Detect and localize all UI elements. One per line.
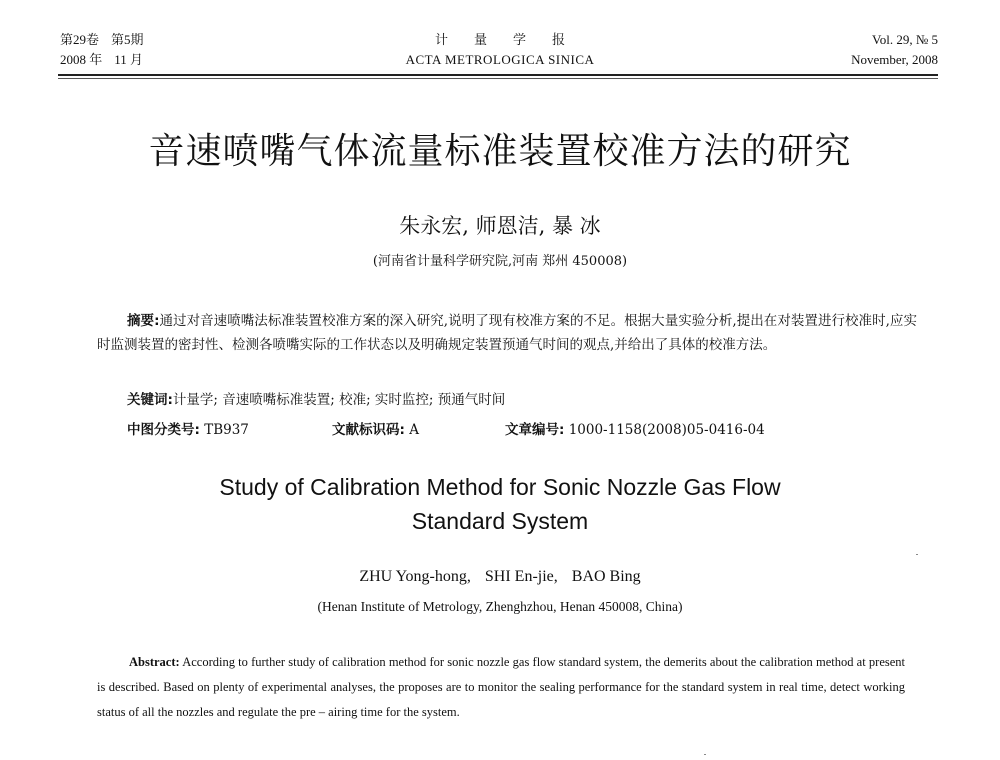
keywords-cn-text: 计量学; 音速喷嘴标准装置; 校准; 实时监控; 预通气时间 xyxy=(172,392,506,408)
date-en: November, 2008 xyxy=(851,52,938,67)
paper-title-cn: 音速喷嘴气体流量标准装置校准方法的研究 xyxy=(148,131,852,172)
volume-number-en: Vol. 29, № 5 xyxy=(872,32,938,47)
paper-title-en xyxy=(0,470,1000,538)
clc-value: TB937 xyxy=(204,422,249,438)
authors-en xyxy=(0,566,1000,588)
article-number-label: 文章编号: xyxy=(505,422,565,438)
volume-issue-en xyxy=(851,30,938,70)
clc-label: 中图分类号: xyxy=(127,422,200,438)
doc-code-label: 文献标识码: xyxy=(332,422,405,438)
clc-number xyxy=(127,420,249,440)
journal-name-en: ACTA METROLOGICA SINICA xyxy=(405,52,595,67)
scan-speck xyxy=(916,554,918,555)
author-en-3: BAO Bing xyxy=(571,568,641,585)
affiliation-en: (Henan Institute of Metrology, Zhenghzhou, Henan 450008, China) xyxy=(317,599,683,614)
authors-cn: 朱永宏, 师恩洁, 暴 冰 xyxy=(399,214,601,238)
document-code xyxy=(332,420,419,440)
author-en-1: ZHU Yong-hong, xyxy=(359,568,471,585)
abstract-cn xyxy=(97,309,917,357)
month: 11 月 xyxy=(114,52,144,67)
article-number xyxy=(505,420,765,440)
scan-speck xyxy=(704,754,706,755)
article-number-value: 1000-1158(2008)05-0416-04 xyxy=(568,422,765,438)
author-en-2: SHI En-jie, xyxy=(484,568,558,585)
keywords-cn-label: 关键词: xyxy=(127,392,173,408)
paper-title-en-line2: Standard System xyxy=(411,508,589,534)
doc-code-value: A xyxy=(409,422,419,438)
volume: 第29卷 xyxy=(60,32,100,47)
year: 2008 年 xyxy=(60,52,103,67)
keywords-cn xyxy=(127,390,505,410)
journal-name xyxy=(0,30,1000,70)
issue: 第5期 xyxy=(111,32,144,47)
abstract-en xyxy=(97,650,905,725)
header-rule-thick xyxy=(58,74,938,76)
journal-name-cn: 计量学报 xyxy=(434,32,591,47)
abstract-cn-text: 通过对音速喷嘴法标准装置校准方案的深入研究,说明了现有校准方案的不足。根据大量实验分析,提出在对装置进行校准时,应实时监测装置的密封性、检测各喷嘴实际的工作状态以及明确规定装置预通气时间的观点,并给出了具体的校准方法。 xyxy=(97,313,918,353)
header-rule-thin xyxy=(58,78,938,79)
abstract-cn-label: 摘要: xyxy=(127,313,160,329)
abstract-en-label: Abstract: xyxy=(129,655,180,669)
abstract-en-text: According to further study of calibration method for sonic nozzle gas flow standard system, the demerits about the calibration method at present is described. Based on plenty of experimental analyses, the proposes are to monitor the sealing performance for the standard system in real time, detect working status of all the nozzles and regulate the pre – airing time for the system. xyxy=(97,655,905,719)
paper-title-en-line1: Study of Calibration Method for Sonic Nozzle Gas Flow xyxy=(219,474,781,500)
affiliation-cn: (河南省计量科学研究院,河南 郑州 450008) xyxy=(372,254,628,269)
